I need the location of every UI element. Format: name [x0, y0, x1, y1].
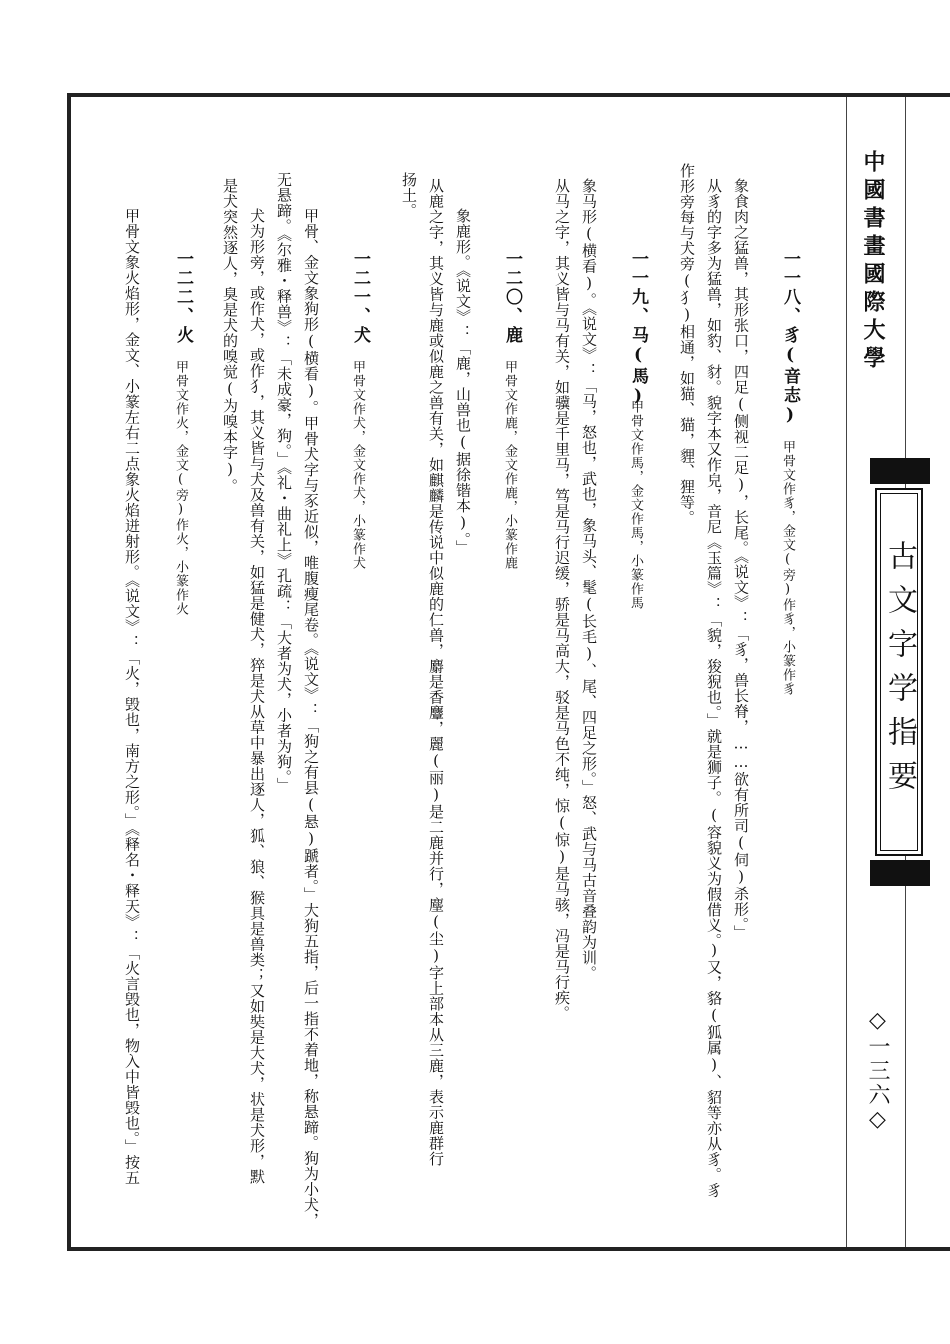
- book-title: 古文字学指要: [882, 540, 917, 804]
- entry-heading: 一二二、火: [173, 250, 193, 345]
- entry-paragraph: 甲骨、金文象狗形(横看)。甲骨犬字与豕近似，唯腹瘦尾卷。《说文》：「狗之有县(悬)蹏者。」大狗五指，后一指不着地，称悬蹄。狗为小犬，: [302, 208, 320, 1228]
- entry-paragraph: 从豸的字多为猛兽，如豹、豺。貌字本又作皃，音尼《玉篇》：「貌，狻猊也。」就是狮子。(容貌义为假借义。)又，貉(狐属)、貂等亦从豸。豸: [705, 178, 723, 1198]
- sidebar-divider: [846, 97, 847, 1247]
- entry-forms: 甲骨文作火，金文(旁)作火，小篆作火: [173, 360, 188, 616]
- entry-heading: 一二一、犬: [350, 250, 370, 345]
- entry-paragraph: 是犬突然逐人，臭是犬的嗅觉(为嗅本字)。: [221, 178, 239, 494]
- entry-paragraph: 扬土。: [400, 172, 418, 219]
- entry-paragraph: 象食肉之猛兽，其形张口，四足(侧视二足)，长尾。《说文》：「豸，兽长脊，……欲有所司(伺)杀形。」: [732, 178, 750, 941]
- entry-forms: 甲骨文作馬，金文作馬，小篆作馬: [628, 400, 643, 610]
- entry-paragraph: 从马之字，其义皆与马有关，如骥是千里马，笃是马行迟缓，骄是马高大，驳是马色不纯，惊(惊)是马骇，冯是马行疾。: [553, 178, 571, 1021]
- entry-paragraph: 象马形(横看)。《说文》：「马，怒也，武也，象马头、髦(长毛)、尾、四足之形。」怒、武与马古音叠韵为训。: [580, 178, 598, 981]
- university-name: 中國書畫國際大學: [860, 150, 886, 374]
- entry-heading: 一二〇、鹿: [502, 250, 522, 345]
- entry-forms: 甲骨文作鹿，金文作鹿，小篆作鹿: [502, 360, 517, 570]
- entry-paragraph: 作形旁每与犬旁(犭)相通，如猫、猫，貍、狸等。: [678, 163, 696, 526]
- entry-forms: 甲骨文作豸，金文(旁)作豸，小篆作豸: [780, 440, 795, 696]
- entry-paragraph: 从鹿之字，其义皆与鹿或似鹿之兽有关，如麒麟是传说中似鹿的仁兽，麝是香麞，麗(丽)是二鹿并行，麈(尘)字上部本从三鹿，表示鹿群行: [427, 178, 445, 1167]
- entry-heading: 一一八、豸(音志): [780, 250, 800, 427]
- entry-paragraph: 象鹿形。《说文》：「鹿，山兽也(据徐锴本)。」: [454, 208, 472, 556]
- entry-paragraph: 无悬蹄。《尔雅・释兽》：「未成豪，狗。」《礼・曲礼上》孔疏：「大者为犬，小者为狗。」: [275, 172, 293, 793]
- entry-forms: 甲骨文作犬，金文作犬，小篆作犬: [350, 360, 365, 570]
- title-bar-top: [870, 458, 930, 484]
- entry-paragraph: 犬为形旁，或作犬，或作犭，其义皆与犬及兽有关，如猛是健犬，猝是犬从草中暴出逐人，狐、狼、猴具是兽类；又如奘是大犬，状是犬形，默: [248, 208, 266, 1185]
- page-number: ◇一三六◇: [865, 1008, 890, 1134]
- entry-heading: 一一九、马(馬): [628, 250, 648, 408]
- title-bar-bottom: [870, 860, 930, 886]
- entry-paragraph: 甲骨文象火焰形，金文、小篆左右二点象火焰迸射形。《说文》：「火，毁也，南方之形。」《释名・释天》：「火言毁也，物入中皆毁也。」按五: [123, 208, 141, 1186]
- book-title-panel: [870, 458, 930, 886]
